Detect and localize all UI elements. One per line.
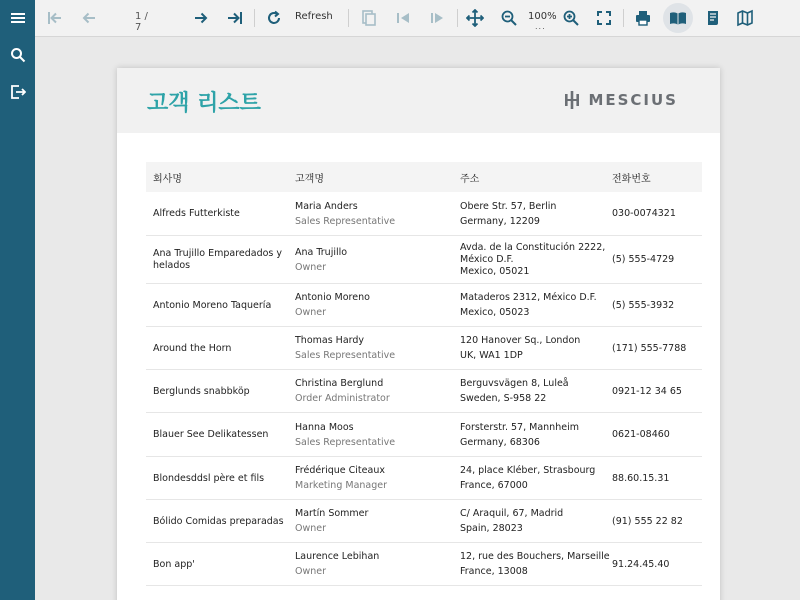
- address-cell: [460, 463, 612, 493]
- refresh-icon: [265, 9, 283, 27]
- phone-cell: (91) 555 22 82: [612, 515, 683, 527]
- address-cell: [460, 199, 612, 229]
- move-icon: [466, 9, 484, 27]
- report-header: [117, 68, 720, 133]
- address-line: Avda. de la Constitución 2222, México D.F.: [460, 241, 606, 265]
- zoom-in-icon: [562, 9, 580, 27]
- toolbar-divider: [254, 9, 255, 27]
- phone-cell: 030-0074321: [612, 208, 676, 219]
- contact-title: Sales Representative: [295, 436, 396, 448]
- sidebar: [0, 0, 35, 600]
- contact-title: Marketing Manager: [295, 480, 388, 491]
- address-cell: [460, 549, 612, 579]
- company-cell: Around the Horn: [153, 342, 232, 354]
- table-row: [146, 370, 702, 413]
- pan-mode-button[interactable]: [461, 3, 489, 33]
- contact-name: Frédérique Citeaux: [295, 465, 385, 476]
- address-line: Germany, 68306: [460, 436, 540, 448]
- galley-mode-button[interactable]: [663, 3, 693, 33]
- company-cell: Antonio Moreno Taquería: [153, 299, 272, 311]
- contact-title: Sales Representative: [295, 215, 396, 227]
- zoom-level[interactable]: 100%: [528, 11, 557, 22]
- search-button[interactable]: [0, 37, 35, 73]
- arrow-left-icon: [80, 9, 98, 27]
- column-header-company: 회사명: [153, 173, 182, 185]
- export-icon: [10, 84, 26, 100]
- zoom-menu-indicator[interactable]: ...: [535, 22, 546, 31]
- last-page-button[interactable]: [221, 3, 249, 33]
- address-line: Forsterstr. 57, Mannheim: [460, 421, 579, 433]
- contact-name: Maria Anders: [295, 200, 358, 212]
- parent-report-button[interactable]: [355, 3, 383, 33]
- address-cell: [460, 420, 612, 450]
- previous-page-button[interactable]: [75, 3, 103, 33]
- map-icon: [736, 9, 754, 27]
- next-page-button[interactable]: [187, 3, 215, 33]
- mescius-logo: [564, 91, 678, 109]
- company-cell: Bon app': [153, 558, 195, 570]
- company-cell: Ana Trujillo Emparedados y helados: [153, 247, 283, 271]
- menu-button[interactable]: [0, 0, 35, 36]
- phone-cell: 0921-12 34 65: [612, 385, 682, 397]
- address-line: Mexico, 05021: [460, 265, 530, 277]
- phone-cell: (171) 555-7788: [612, 342, 687, 354]
- contact-title: Owner: [295, 566, 327, 577]
- company-cell: Alfreds Futterkiste: [153, 208, 240, 219]
- address-cell: [460, 242, 612, 278]
- company-cell: Blauer See Delikatessen: [153, 429, 269, 440]
- print-button[interactable]: [629, 3, 657, 33]
- contact-name: Hanna Moos: [295, 421, 354, 433]
- address-cell: [460, 376, 612, 406]
- contact-cell: [295, 549, 460, 579]
- fullscreen-icon: [595, 9, 613, 27]
- table-row: [146, 543, 702, 586]
- address-line: Berguvsvägen 8, Luleå: [460, 378, 569, 389]
- contact-cell: [295, 376, 460, 406]
- address-line: 12, rue des Bouchers, Marseille: [460, 551, 610, 562]
- address-line: 24, place Kléber, Strasbourg: [460, 465, 596, 476]
- toolbar-divider: [623, 9, 624, 27]
- table-row: [146, 192, 702, 236]
- address-cell: [460, 333, 612, 363]
- step-forward-icon: [428, 9, 446, 27]
- address-line: Obere Str. 57, Berlin: [460, 200, 557, 212]
- customer-table: [146, 162, 702, 586]
- toolbar-divider: [348, 9, 349, 27]
- report-title: 고객 리스트: [147, 91, 261, 116]
- address-line: Germany, 12209: [460, 215, 540, 227]
- document-scroll-icon: [704, 9, 722, 27]
- address-line: UK, WA1 1DP: [460, 350, 523, 361]
- logo-text: MESCIUS: [588, 91, 678, 109]
- arrow-right-icon: [192, 9, 210, 27]
- single-page-view-button[interactable]: [699, 3, 727, 33]
- toolbar-divider: [457, 9, 458, 27]
- zoom-in-button[interactable]: [557, 3, 585, 33]
- mescius-logo-icon: [564, 91, 580, 109]
- report-page: [117, 68, 720, 600]
- table-row: [146, 284, 702, 327]
- column-header-contact: 고객명: [295, 173, 324, 185]
- contact-name: Ana Trujillo: [295, 246, 348, 258]
- phone-cell: 0621-08460: [612, 429, 670, 440]
- contact-title: Order Administrator: [295, 393, 390, 404]
- phone-cell: (5) 555-3932: [612, 299, 675, 311]
- contact-name: Martín Sommer: [295, 508, 369, 519]
- address-line: Mataderos 2312, México D.F.: [460, 292, 597, 303]
- history-back-button[interactable]: [389, 3, 417, 33]
- document-back-icon: [360, 9, 378, 27]
- contact-cell: [295, 506, 460, 536]
- last-page-icon: [226, 9, 244, 27]
- table-header: [146, 162, 702, 192]
- table-row: [146, 500, 702, 543]
- contact-name: Thomas Hardy: [295, 335, 365, 346]
- contact-title: Owner: [295, 307, 327, 318]
- toolbar: [35, 0, 800, 37]
- zoom-out-icon: [500, 9, 518, 27]
- contact-cell: [295, 333, 460, 363]
- address-line: 120 Hanover Sq., London: [460, 335, 581, 346]
- address-line: Mexico, 05023: [460, 307, 530, 318]
- contact-name: Antonio Moreno: [295, 292, 370, 303]
- address-line: France, 13008: [460, 566, 528, 577]
- export-button[interactable]: [0, 74, 35, 110]
- address-cell: [460, 506, 612, 536]
- address-line: France, 67000: [460, 480, 528, 491]
- refresh-button[interactable]: [260, 3, 288, 33]
- contact-title: Owner: [295, 261, 327, 273]
- address-line: Sweden, S-958 22: [460, 393, 547, 404]
- contact-name: Christina Berglund: [295, 378, 384, 389]
- book-open-icon: [669, 9, 687, 27]
- table-row: [146, 327, 702, 370]
- company-cell: Berglunds snabbköp: [153, 385, 250, 397]
- address-line: Spain, 28023: [460, 523, 523, 534]
- contact-cell: [295, 290, 460, 320]
- map-view-button[interactable]: [731, 3, 759, 33]
- printer-icon: [634, 9, 652, 27]
- column-header-phone: 전화번호: [612, 173, 651, 185]
- refresh-label[interactable]: Refresh: [295, 11, 333, 22]
- contact-cell: [295, 199, 460, 229]
- first-page-icon: [46, 9, 64, 27]
- contact-title: Sales Representative: [295, 350, 396, 361]
- first-page-button[interactable]: [41, 3, 69, 33]
- phone-cell: (5) 555-4729: [612, 254, 675, 265]
- company-cell: Bólido Comidas preparadas: [153, 515, 284, 527]
- address-cell: [460, 290, 612, 320]
- address-line: C/ Araquil, 67, Madrid: [460, 508, 564, 519]
- search-icon: [10, 47, 26, 63]
- fullscreen-button[interactable]: [590, 3, 618, 33]
- contact-cell: [295, 420, 460, 450]
- phone-cell: 88.60.15.31: [612, 472, 670, 484]
- table-row: [146, 413, 702, 457]
- table-row: [146, 236, 702, 284]
- column-header-address: 주소: [460, 173, 480, 185]
- zoom-out-button[interactable]: [495, 3, 523, 33]
- contact-title: Owner: [295, 523, 327, 534]
- contact-name: Laurence Lebihan: [295, 551, 380, 562]
- hamburger-icon: [10, 10, 26, 26]
- history-forward-button[interactable]: [423, 3, 451, 33]
- step-back-icon: [394, 9, 412, 27]
- page-indicator[interactable]: 1 / 7: [135, 11, 148, 33]
- contact-cell: [295, 463, 460, 493]
- contact-cell: [295, 245, 460, 275]
- phone-cell: 91.24.45.40: [612, 558, 670, 570]
- company-cell: Blondesddsl père et fils: [153, 472, 265, 484]
- table-row: [146, 457, 702, 500]
